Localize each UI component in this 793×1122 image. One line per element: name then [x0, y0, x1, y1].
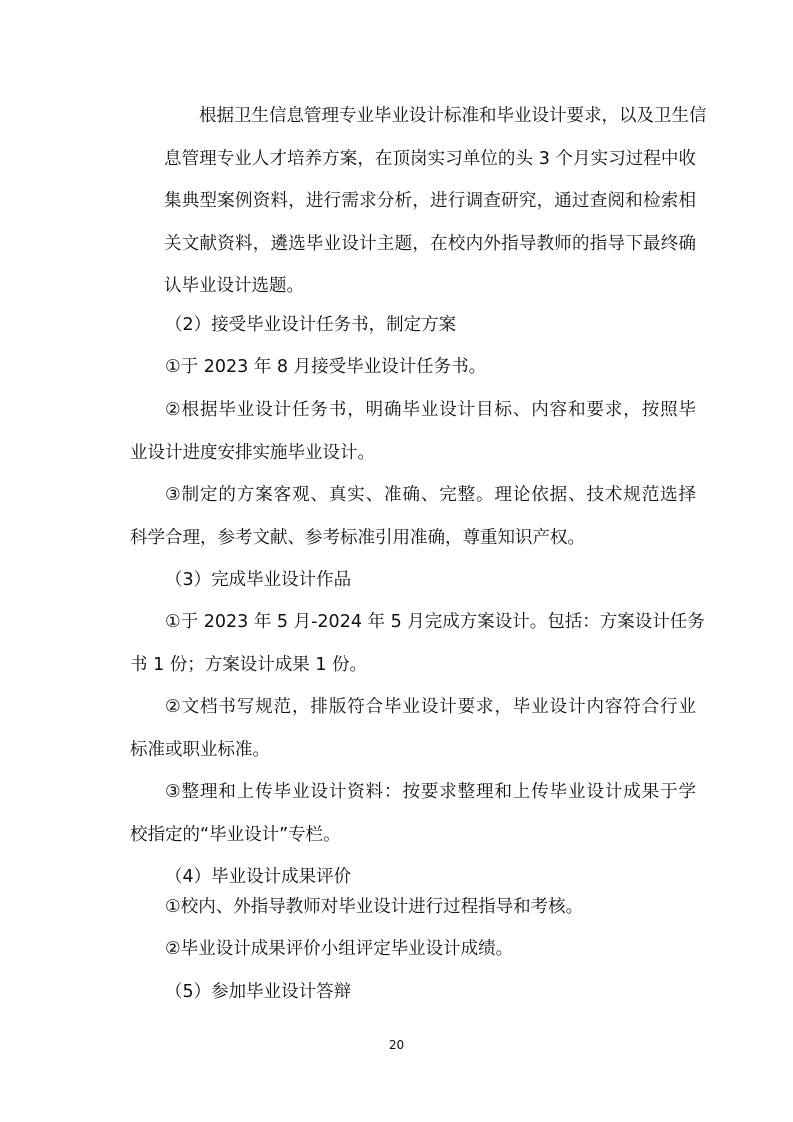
- list-item-4-2: [130, 928, 696, 971]
- heading-text: （3）完成毕业设计作品: [165, 570, 352, 590]
- paragraph-line: 关文献资料，遴选毕业设计主题，在校内外指导教师的指导下最终确: [164, 233, 696, 254]
- paragraph-line: 根据卫生信息管理专业毕业设计标准和毕业设计要求，以及卫生信: [199, 106, 707, 126]
- intro-paragraph: [164, 95, 707, 308]
- list-item-2-1: [130, 346, 696, 389]
- paragraph-line: ②毕业设计成果评价小组评定毕业设计成绩。: [165, 939, 514, 959]
- paragraph-line: ①校内、外指导教师对毕业设计进行过程指导和考核。: [165, 897, 584, 917]
- list-item-2-2: [130, 389, 696, 474]
- section-heading-2: [130, 304, 696, 347]
- list-item-3-3: [130, 771, 696, 856]
- heading-text: （4）毕业设计成果评价: [165, 867, 352, 887]
- paragraph-line: ②文档书写规范，排版符合毕业设计要求，毕业设计内容符合行业: [165, 697, 696, 717]
- section-heading-3: [130, 559, 696, 602]
- paragraph-line: 校指定的“毕业设计”专栏。: [130, 824, 341, 845]
- list-item-3-1: [130, 601, 705, 686]
- paragraph-line: 息管理专业人才培养方案，在顶岗实习单位的头 3 个月实习过程中收: [164, 148, 696, 169]
- paragraph-line: 书 1 份；方案设计成果 1 份。: [130, 654, 368, 675]
- paragraph-line: ③制定的方案客观、真实、准确、完整。理论依据、技术规范选择: [165, 485, 696, 505]
- paragraph-line: ①于 2023 年 5 月-2024 年 5 月完成方案设计。包括：方案设计任务: [165, 612, 705, 632]
- paragraph-line: ②根据毕业设计任务书，明确毕业设计目标、内容和要求，按照毕: [165, 400, 696, 420]
- paragraph-line: 标准或职业标准。: [130, 739, 270, 760]
- section-heading-5: [130, 971, 696, 1014]
- list-item-4-1: [130, 886, 696, 929]
- heading-text: （5）参加毕业设计答辩: [165, 982, 352, 1002]
- paragraph-line: 科学合理，参考文献、参考标准引用准确，尊重知识产权。: [130, 527, 585, 548]
- page-number: 20: [388, 1038, 405, 1052]
- paragraph-line: 集典型案例资料，进行需求分析，进行调查研究，通过查阅和检索相: [164, 191, 696, 211]
- paragraph-line: ①于 2023 年 8 月接受毕业设计任务书。: [165, 357, 487, 377]
- list-item-3-2: [130, 686, 696, 771]
- paragraph-line: 认毕业设计选题。: [164, 276, 304, 296]
- heading-text: （2）接受毕业设计任务书，制定方案: [165, 315, 457, 335]
- paragraph-line: ③整理和上传毕业设计资料：按要求整理和上传毕业设计成果于学: [165, 782, 696, 802]
- list-item-2-3: [130, 474, 696, 559]
- paragraph-line: 业设计进度安排实施毕业设计。: [130, 442, 375, 463]
